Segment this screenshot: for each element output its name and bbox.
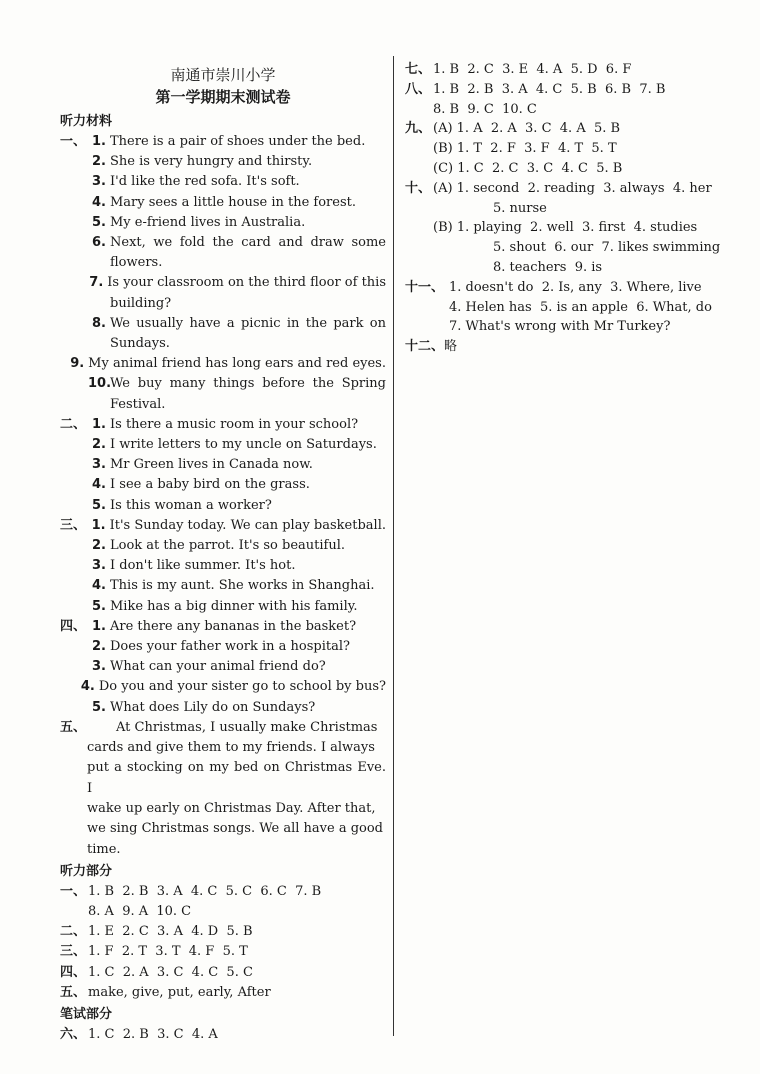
answer-text: 4. Helen has 5. is an apple 6. What, do	[449, 299, 712, 315]
item-number: 5.	[92, 497, 106, 513]
answer-text: (B) 1. T 2. F 3. F 4. T 5. T	[433, 141, 617, 157]
section-label-spacer	[60, 193, 88, 213]
written-part-heading: 笔试部分	[60, 1007, 113, 1023]
item-text: She is very hungry and thirsty.	[110, 154, 313, 170]
answer-row	[405, 199, 735, 219]
item-text: Is this woman a worker?	[110, 497, 272, 513]
answer-row	[60, 902, 386, 922]
section-label-spacer	[60, 475, 88, 495]
section-label-spacer	[60, 213, 88, 233]
answer-text: 8. A 9. A 10. C	[88, 904, 192, 920]
answer-section-label: 五、	[60, 984, 87, 1000]
item-number: 6.	[92, 235, 106, 251]
material-item	[60, 233, 386, 253]
item-text: I don't like summer. It's hot.	[110, 558, 296, 574]
section-label-spacer	[60, 172, 88, 192]
section-two-material	[60, 415, 386, 516]
item-text: We buy many things before the Spring	[110, 376, 386, 392]
item-text: Mr Green lives in Canada now.	[110, 457, 313, 473]
section-four-material	[60, 617, 386, 718]
answer-row	[60, 1025, 386, 1045]
item-text: My e-friend lives in Australia.	[110, 214, 306, 230]
section-three-material	[60, 516, 386, 617]
answer-text: 1. F 2. T 3. T 4. F 5. T	[88, 944, 248, 960]
answer-row	[405, 119, 735, 139]
answer-section-label: 二、	[60, 924, 87, 940]
material-item	[60, 132, 386, 152]
answer-row	[405, 80, 735, 100]
section-label: 四、	[60, 618, 87, 634]
answer-row	[405, 298, 735, 318]
answer-text: 5. shout 6. our 7. likes swimming	[493, 240, 721, 256]
material-item	[60, 677, 386, 697]
item-continuation: Festival.	[110, 396, 166, 412]
item-text: What does Lily do on Sundays?	[110, 699, 316, 715]
section-label: 三、	[60, 517, 87, 533]
passage-line: wake up early on Christmas Day. After that,	[87, 800, 376, 816]
answer-row	[405, 258, 735, 278]
material-item	[60, 475, 386, 495]
answer-section-label: 十、	[405, 180, 432, 196]
item-text: Does your father work in a hospital?	[110, 639, 351, 655]
material-item	[60, 637, 386, 657]
item-text: Are there any bananas in the basket?	[110, 618, 357, 634]
item-text: Is there a music room in your school?	[110, 416, 359, 432]
item-text: Look at the parrot. It's so beautiful.	[110, 538, 346, 554]
material-item	[60, 455, 386, 475]
item-number: 8.	[92, 315, 106, 331]
column-divider	[393, 56, 394, 1036]
section-label-spacer	[60, 435, 88, 455]
answer-text: (A) 1. A 2. A 3. C 4. A 5. B	[433, 121, 621, 137]
item-number: 2.	[92, 538, 106, 554]
answer-section-label: 四、	[60, 964, 87, 980]
section-label-spacer	[60, 597, 88, 617]
listening-material-heading: 听力材料	[60, 114, 113, 129]
answer-text: 1. doesn't do 2. Is, any 3. Where, live	[449, 279, 702, 295]
item-continuation: Sundays.	[110, 336, 170, 352]
item-text: Is your classroom on the third floor of this	[107, 275, 386, 291]
written-part-answers	[60, 1025, 386, 1045]
item-text: I see a baby bird on the grass.	[110, 477, 310, 493]
material-item	[60, 213, 386, 233]
item-text: Mary sees a little house in the forest.	[110, 194, 356, 210]
section-label: 二、	[60, 416, 87, 432]
passage-line: put a stocking on my bed on Christmas Eve. I	[87, 760, 386, 796]
item-number: 3.	[92, 558, 106, 574]
school-title: 南通市崇川小学	[170, 66, 276, 84]
material-item	[60, 496, 386, 516]
item-text: Mike has a big dinner with his family.	[110, 598, 358, 614]
listening-part-heading: 听力部分	[60, 863, 113, 879]
answer-section-label: 一、	[60, 883, 87, 899]
answer-section-label	[60, 902, 88, 922]
answer-section-label	[405, 100, 433, 120]
answer-text: 1. C 2. A 3. C 4. C 5. C	[88, 964, 253, 980]
item-number: 1.	[91, 517, 106, 533]
answer-row	[405, 317, 735, 337]
answer-row	[405, 238, 735, 258]
answer-text: make, give, put, early, After	[88, 984, 271, 1000]
answer-section-label	[405, 238, 433, 258]
item-text: There is a pair of shoes under the bed.	[110, 134, 366, 149]
passage-line: we sing Christmas songs. We all have a good	[87, 821, 384, 837]
section-five-material	[60, 718, 386, 860]
material-item	[60, 657, 386, 677]
section-one-material	[60, 132, 386, 415]
item-number: 3.	[92, 457, 106, 473]
item-number: 9.	[70, 356, 85, 372]
right-answers	[405, 60, 735, 357]
item-text: We usually have a picnic in the park on	[110, 315, 386, 331]
material-item	[60, 354, 386, 374]
item-number: 2.	[92, 437, 106, 453]
answer-text: 8. teachers 9. is	[493, 259, 603, 275]
material-item	[60, 374, 386, 394]
material-item	[60, 516, 386, 536]
section-label-spacer	[60, 455, 88, 475]
answer-row	[405, 159, 735, 179]
item-number: 10.	[88, 376, 112, 392]
material-item	[60, 556, 386, 576]
left-column	[60, 64, 386, 1045]
item-text: This is my aunt. She works in Shanghai.	[110, 578, 375, 594]
item-text: Next, we fold the card and draw some	[110, 235, 386, 251]
item-text: Do you and your sister go to school by bus?	[98, 679, 386, 695]
answer-text: 1. B 2. C 3. E 4. A 5. D 6. F	[433, 62, 632, 77]
item-number: 5.	[92, 214, 106, 230]
section-label-spacer	[60, 556, 88, 576]
answer-section-label: 十二、	[405, 339, 445, 355]
material-item	[60, 597, 386, 617]
answer-section-label: 八、	[405, 81, 432, 97]
answer-section-label: 七、	[405, 62, 432, 77]
item-number: 4.	[92, 578, 106, 594]
item-number: 4.	[92, 194, 106, 210]
answer-row	[405, 179, 735, 199]
answer-row	[405, 139, 735, 159]
material-item	[60, 435, 386, 455]
answer-text: (C) 1. C 2. C 3. C 4. C 5. B	[433, 160, 623, 176]
item-continuation: flowers.	[110, 255, 163, 271]
answer-text: 1. E 2. C 3. A 4. D 5. B	[88, 924, 253, 940]
answer-section-label	[405, 258, 433, 278]
item-number: 2.	[92, 639, 106, 655]
item-number: 5.	[92, 699, 106, 715]
section-label-spacer	[60, 657, 88, 677]
item-number: 5.	[92, 598, 106, 614]
answer-text: 5. nurse	[493, 200, 547, 216]
answer-text: 8. B 9. C 10. C	[433, 101, 537, 117]
answer-row	[405, 278, 735, 298]
answer-section-label: 十一、	[405, 279, 445, 295]
item-text: I write letters to my uncle on Saturdays.	[110, 437, 377, 453]
exam-title: 第一学期期末测试卷	[155, 88, 291, 106]
section-label-spacer	[60, 152, 88, 172]
section-label-spacer	[60, 496, 88, 516]
item-text: It's Sunday today. We can play basketball.	[109, 517, 386, 533]
passage-line: At Christmas, I usually make Christmas	[116, 719, 378, 735]
section-label: 一、	[60, 134, 87, 149]
section-label-spacer	[60, 637, 88, 657]
item-number: 7.	[89, 275, 104, 291]
material-item	[60, 617, 386, 637]
section-label-spacer	[60, 677, 81, 697]
item-number: 2.	[92, 154, 106, 170]
passage-line: time.	[87, 841, 121, 857]
passage-line: cards and give them to my friends. I always	[87, 740, 375, 756]
answer-row	[405, 218, 735, 238]
material-item	[60, 172, 386, 192]
item-text: My animal friend has long ears and red eyes.	[88, 356, 386, 372]
answer-row	[60, 882, 386, 902]
item-number: 1.	[92, 134, 106, 149]
item-number: 1.	[92, 618, 106, 634]
material-item	[60, 314, 386, 334]
section-label-spacer	[60, 233, 88, 253]
item-text: What can your animal friend do?	[110, 659, 326, 675]
answer-row	[60, 963, 386, 983]
listening-part-answers	[60, 882, 386, 1003]
section-label-spacer	[60, 314, 88, 334]
item-number: 4.	[92, 477, 106, 493]
answer-section-label	[405, 317, 433, 337]
answer-section-label	[405, 139, 433, 159]
answer-section-label: 九、	[405, 121, 432, 137]
section-five-label: 五、	[60, 719, 87, 735]
material-item	[60, 698, 386, 718]
answer-section-label: 六、	[60, 1027, 87, 1043]
answer-section-label	[405, 199, 433, 219]
answer-section-label	[405, 298, 433, 318]
answer-row	[60, 942, 386, 962]
answer-text: 1. C 2. B 3. C 4. A	[88, 1027, 218, 1043]
answer-text: (A) 1. second 2. reading 3. always 4. her	[433, 180, 712, 196]
section-label-spacer	[60, 354, 70, 374]
answer-text: 1. B 2. B 3. A 4. C 5. B 6. B 7. B	[433, 81, 666, 97]
answer-section-label	[405, 159, 433, 179]
item-continuation: building?	[110, 295, 172, 311]
material-item	[60, 193, 386, 213]
answer-row	[405, 337, 735, 357]
section-label-spacer	[60, 273, 86, 293]
item-number: 1.	[92, 416, 106, 432]
answer-text: 1. B 2. B 3. A 4. C 5. C 6. C 7. B	[88, 883, 322, 899]
answer-row	[405, 60, 735, 80]
item-number: 3.	[92, 659, 106, 675]
right-column	[405, 60, 735, 357]
material-item	[60, 273, 386, 293]
answer-row	[405, 100, 735, 120]
answer-row	[60, 922, 386, 942]
answer-text: 7. What's wrong with Mr Turkey?	[449, 319, 671, 335]
material-item	[60, 536, 386, 556]
section-label-spacer	[60, 536, 88, 556]
material-item	[60, 576, 386, 596]
material-item	[60, 152, 386, 172]
section-label-spacer	[60, 576, 88, 596]
item-number: 3.	[92, 174, 106, 190]
answer-section-label	[405, 218, 433, 238]
section-label-spacer	[60, 374, 88, 394]
answer-text: (B) 1. playing 2. well 3. first 4. studies	[433, 220, 698, 236]
item-number: 4.	[80, 679, 95, 695]
answer-section-label: 三、	[60, 944, 87, 960]
item-text: I'd like the red sofa. It's soft.	[110, 174, 300, 190]
material-item	[60, 415, 386, 435]
answer-row	[60, 983, 386, 1003]
answer-text: 略	[444, 339, 458, 355]
section-label-spacer	[60, 698, 88, 718]
